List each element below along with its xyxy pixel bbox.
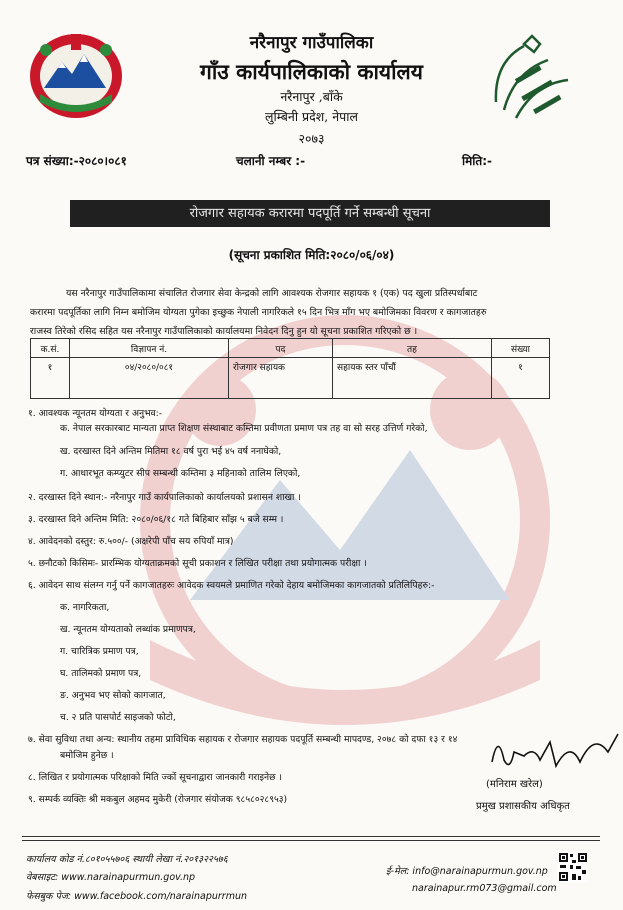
list-item: ख. दरखास्त दिने अन्तिम मितिमा १८ वर्ष पुरा भई ४५ वर्ष ननाघेको, [60,446,282,457]
list-item: ग. चारित्रिक प्रमाण पत्र, [60,646,139,657]
list-item: क. नागरिकता, [60,602,110,613]
list-item: ५. छनौटको किसिमः- प्रारम्भिक योग्यताक्रमको सूची प्रकाशन र लिखित परीक्षा तथा प्रयोगात्मक परीक्षा । [28,558,367,569]
address-line-1: नरैनापुर ,बाँके [280,89,343,104]
office-code: कार्यालय कोड नं.८०१०५५७०६ स्थायी लेखा नं.२०१३२२५७६ [26,854,228,865]
letter-date: मिति:- [462,154,493,168]
list-item: बमोजिम हुनेछ । [60,750,114,761]
list-item: क. नेपाल सरकारबाट मान्यता प्राप्त शिक्षण संस्थाबाट कम्तिमा प्रवीणता प्रमाण पत्र तह वा सो सरह उत्तिर्ण गरेको, [60,423,428,434]
address-line-2: लुम्बिनी प्रदेश, नेपाल [264,109,358,124]
list-item: २. दरखास्त दिने स्थान:- नरैनापुर गाउँ कार्यपालिकाको कार्यालयको प्रशासन शाखा । [28,492,301,503]
published-date: (सूचना प्रकाशित मिति:२०८०/०६/०४) [228,248,395,262]
column-header: क.सं. [31,339,70,358]
list-item: घ. तालिमको प्रमाण पत्र, [60,668,142,679]
list-item: ङ. अनुभव भए सोको कागजात, [60,690,166,701]
email-link[interactable]: ई-मेल: info@narainapurmun.gov.np [386,866,548,877]
table-row [31,358,550,399]
handwritten-signature [484,722,623,782]
column-header: तह [333,339,492,358]
table-cell: रोजगार सहायक [229,358,333,399]
table-cell: सहायक स्तर पाँचौं [333,358,492,399]
table-cell: ०४/२०८०/०८१ [70,358,229,399]
list-item: १. आवश्यक न्यूनतम योग्यता र अनुभव:- [28,408,163,419]
intro-paragraph [30,284,578,341]
municipality-name: नरैनापुर गाउँपालिका [249,33,374,53]
intro-line: करारमा पदपूर्तिका लागि निम्न बमोजिम योग्यता पुगेका इच्छुक नेपाली नागरिकले १५ दिन भित्र माँग भए बमोजिमका विवरण र कागजातहरु [30,307,487,318]
list-item: ग. आधारभूत कम्प्युटर सीप सम्बन्धी कम्तिमा ३ महिनाको तालिम लिएको, [60,468,301,479]
vacancy-table [30,338,550,399]
signatory-title: प्रमुख प्रशासकीय अधिकृत [476,801,570,812]
list-item: च. २ प्रति पासपोर्ट साइजको फोटो, [60,712,176,723]
website-link[interactable]: वेबसाइट: www.narainapurmun.gov.np [26,872,196,883]
list-item: ८. लिखित र प्रयोगात्मक परिक्षाको मिति ज्कों सूचनाद्वारा जानकारी गराइनेछ । [28,772,282,783]
office-name: गाँउ कार्यपालिकाको कार्यालय [200,59,423,84]
email-link-secondary[interactable]: narainapur.rm073@gmail.com [412,883,557,894]
column-header: पद [229,339,333,358]
intro-line: यस नरैनापुर गाउँपालिकामा संचालित रोजगार सेवा केन्द्रको लागि आवश्यक रोजगार सहायक १ (एक) पद खुला प्रतिस्पर्धाबाट [66,288,478,299]
column-header: संख्या [492,339,550,358]
footer-divider [22,840,600,841]
list-item: ४. आवेदनको दस्तुर: रु.५००/- (अक्षरेपी पाँच सय रुपियाँ मात्र) [28,536,234,547]
table-header-row [31,339,550,358]
list-item: ९. सम्पर्क व्यक्तिः श्री मकबुल अहमद मुकेरी (रोजगार संयोजक ९८५८०२८९५३) [28,794,288,805]
intro-line: राजस्व तिरेको रसिद सहित यस नरैनापुर गाउँपालिकाको कार्यालयमा निवेदन दिनु हुन यो सूचना प्रकाशित गरिएको छ । [30,326,418,337]
footer-divider [22,836,600,837]
list-item: ख. न्यूनतम योग्यताको लब्धांक प्रमाणपत्र, [60,624,196,635]
facebook-link[interactable]: फेसबुक पेज: www.facebook.com/narainapurrmun [26,891,247,902]
table-cell: १ [492,358,550,399]
list-item: ३. दरखास्त दिने अन्तिम मिति: २०८०/०६/१८ गते बिहिबार साँझ ५ बजे सम्म । [28,514,284,525]
notice-title-banner: रोजगार सहायक करारमा पदपूर्ति गर्ने सम्बन्धी सूचना [70,200,550,227]
established-year: २०७३ [298,131,325,146]
signatory-name: (मनिराम खरेल) [486,779,543,790]
list-item: ७. सेवा सुविधा तथा अन्य: स्थानीय तहमा प्राविधिक सहायक र रोजगार सहायक पदपूर्ति सम्बन्धी मापदण्ड, २०७८ को दफा १३ र १४ [28,734,458,745]
list-item: ६. आवेदन साथ संलग्न गर्नु पर्ने कागजातहरुः आवेदक स्वयमले प्रमाणित गरेको देहाय बमोजिमका कागजातको प्रतिलिपिहरु:- [28,580,435,591]
qr-code-icon [558,852,588,882]
column-header: विज्ञापन नं. [70,339,229,358]
letter-number: पत्र संख्या:-२०८०।०८१ [26,154,127,168]
dispatch-number: चलानी नम्बर :- [236,154,306,168]
table-cell: १ [31,358,70,399]
